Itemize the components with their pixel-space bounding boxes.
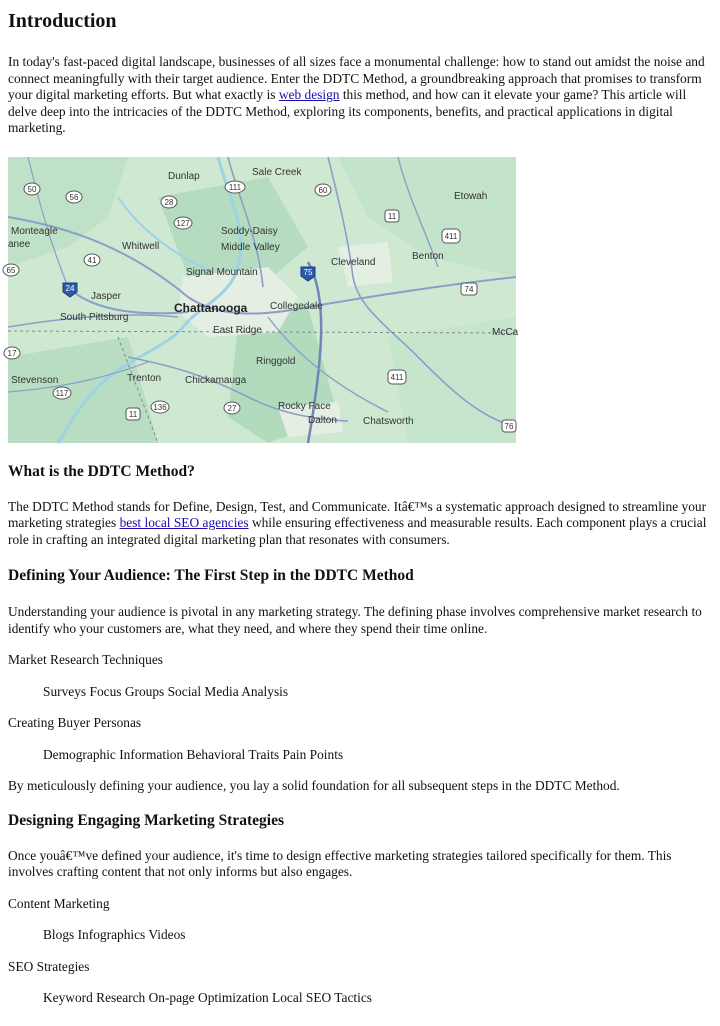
section-heading-design: Designing Engaging Marketing Strategies <box>8 811 284 829</box>
shield-label: 27 <box>227 403 237 413</box>
buyer-persona-items: Demographic Information Behavioral Traits Pain Points <box>43 746 344 762</box>
intro-paragraph <box>8 54 712 137</box>
seo-strategies-label: SEO Strategies <box>8 958 90 974</box>
place-label: Soddy-Daisy <box>221 225 278 237</box>
web-design-link[interactable]: web design <box>278 87 340 102</box>
place-label: Collegedale <box>270 300 323 312</box>
content-marketing-items: Blogs Infographics Videos <box>43 927 186 942</box>
shield-label: 75 <box>303 267 313 277</box>
section-heading-ddtc: What is the DDTC Method? <box>8 462 195 480</box>
place-label: McCa <box>492 326 519 338</box>
place-label: Signal Mountain <box>186 266 258 278</box>
shield-label: 127 <box>176 218 190 228</box>
intro-text-2: this method, and how can it elevate your game? This article will delve deep into the intricacies of the DDTC Method, exploring its components, benefits, and practical applications in digital marketing. <box>8 87 687 135</box>
shield-label: 411 <box>444 231 458 241</box>
place-label: Trenton <box>127 372 162 384</box>
place-label: Jasper <box>91 290 122 302</box>
section-heading-define: Defining Your Audience: The First Step in the DDTC Method <box>8 567 414 584</box>
page-title: Introduction <box>8 10 117 32</box>
seo-agencies-link[interactable]: best local SEO agencies <box>119 515 249 530</box>
place-label: Monteagle <box>11 225 58 237</box>
place-label: Chickamauga <box>185 374 247 386</box>
shield-label: 11 <box>387 211 397 221</box>
shield-label: 117 <box>55 388 69 398</box>
shield-label: 50 <box>27 184 37 194</box>
place-label: Chattanooga <box>174 300 248 315</box>
place-label: Benton <box>412 250 444 262</box>
article <box>0 9 720 1007</box>
market-research-items: Surveys Focus Groups Social Media Analysis <box>43 683 289 699</box>
place-label: Sale Creek <box>252 166 302 178</box>
shield-label: 17 <box>7 348 17 358</box>
ddtc-paragraph <box>8 499 712 549</box>
shield-label: 65 <box>6 265 16 275</box>
shield-label: 411 <box>390 372 404 382</box>
place-label: East Ridge <box>213 324 262 336</box>
place-label: Middle Valley <box>221 241 280 253</box>
shield-label: 74 <box>464 284 474 294</box>
shield-label: 41 <box>87 255 97 265</box>
place-label: Whitwell <box>122 240 160 252</box>
ddtc-text-2: while ensuring effectiveness and measurable results. Each component plays a crucial role in crafting an integrated digital marketing plan that resonates with consumers. <box>8 515 707 547</box>
place-label: Chatsworth <box>363 415 414 427</box>
place-label: Etowah <box>454 190 488 202</box>
shield-label: 56 <box>69 192 79 202</box>
market-research-label: Market Research Techniques <box>8 652 163 667</box>
shield-label: 76 <box>504 421 514 431</box>
place-label: Dalton <box>308 414 337 426</box>
place-label: Cleveland <box>331 256 376 268</box>
place-label: Dunlap <box>168 170 200 182</box>
place-label: South Pittsburg <box>60 311 129 323</box>
define-closing: By meticulously defining your audience, you lay a solid foundation for all subsequent steps in the DDTC Method. <box>8 778 620 793</box>
place-label: anee <box>8 238 31 250</box>
place-label: Ringgold <box>256 355 296 367</box>
content-marketing-label: Content Marketing <box>8 895 110 911</box>
shield-label: 60 <box>318 185 328 195</box>
place-label: Rocky Face <box>278 400 331 412</box>
intro-text-1: In today's fast-paced digital landscape, businesses of all sizes face a monumental challenge: how to stand out amidst the noise and connect meaningfully with their target audience. Enter the DDTC Method, a groundbreaking approach that promises to transform your digital marketing efforts. But what exactly is <box>8 54 705 102</box>
shield-label: 111 <box>228 182 242 192</box>
define-paragraph: Understanding your audience is pivotal in any marketing strategy. The defining phase involves comprehensive market research to identify who your customers are, what they need, and where they spend their time online. <box>8 604 702 636</box>
shield-label: 24 <box>65 283 75 293</box>
place-label: Stevenson <box>11 374 59 386</box>
shield-label: 28 <box>164 197 174 207</box>
ddtc-text-1: The DDTC Method stands for Define, Design, Test, and Communicate. Itâ€™s a systematic approach designed to streamline your marketing strategies <box>8 498 707 530</box>
shield-label: 136 <box>153 402 167 412</box>
buyer-personas-label: Creating Buyer Personas <box>8 715 142 730</box>
design-paragraph: Once youâ€™ve defined your audience, it's time to design effective marketing strategies tailored specifically for them. This involves crafting content that not only informs but also engages. <box>8 847 672 879</box>
shield-label: 11 <box>128 409 138 419</box>
seo-strategies-items: Keyword Research On-page Optimization Local SEO Tactics <box>43 990 373 1005</box>
map-image <box>6 157 519 443</box>
map-svg <box>6 157 519 443</box>
